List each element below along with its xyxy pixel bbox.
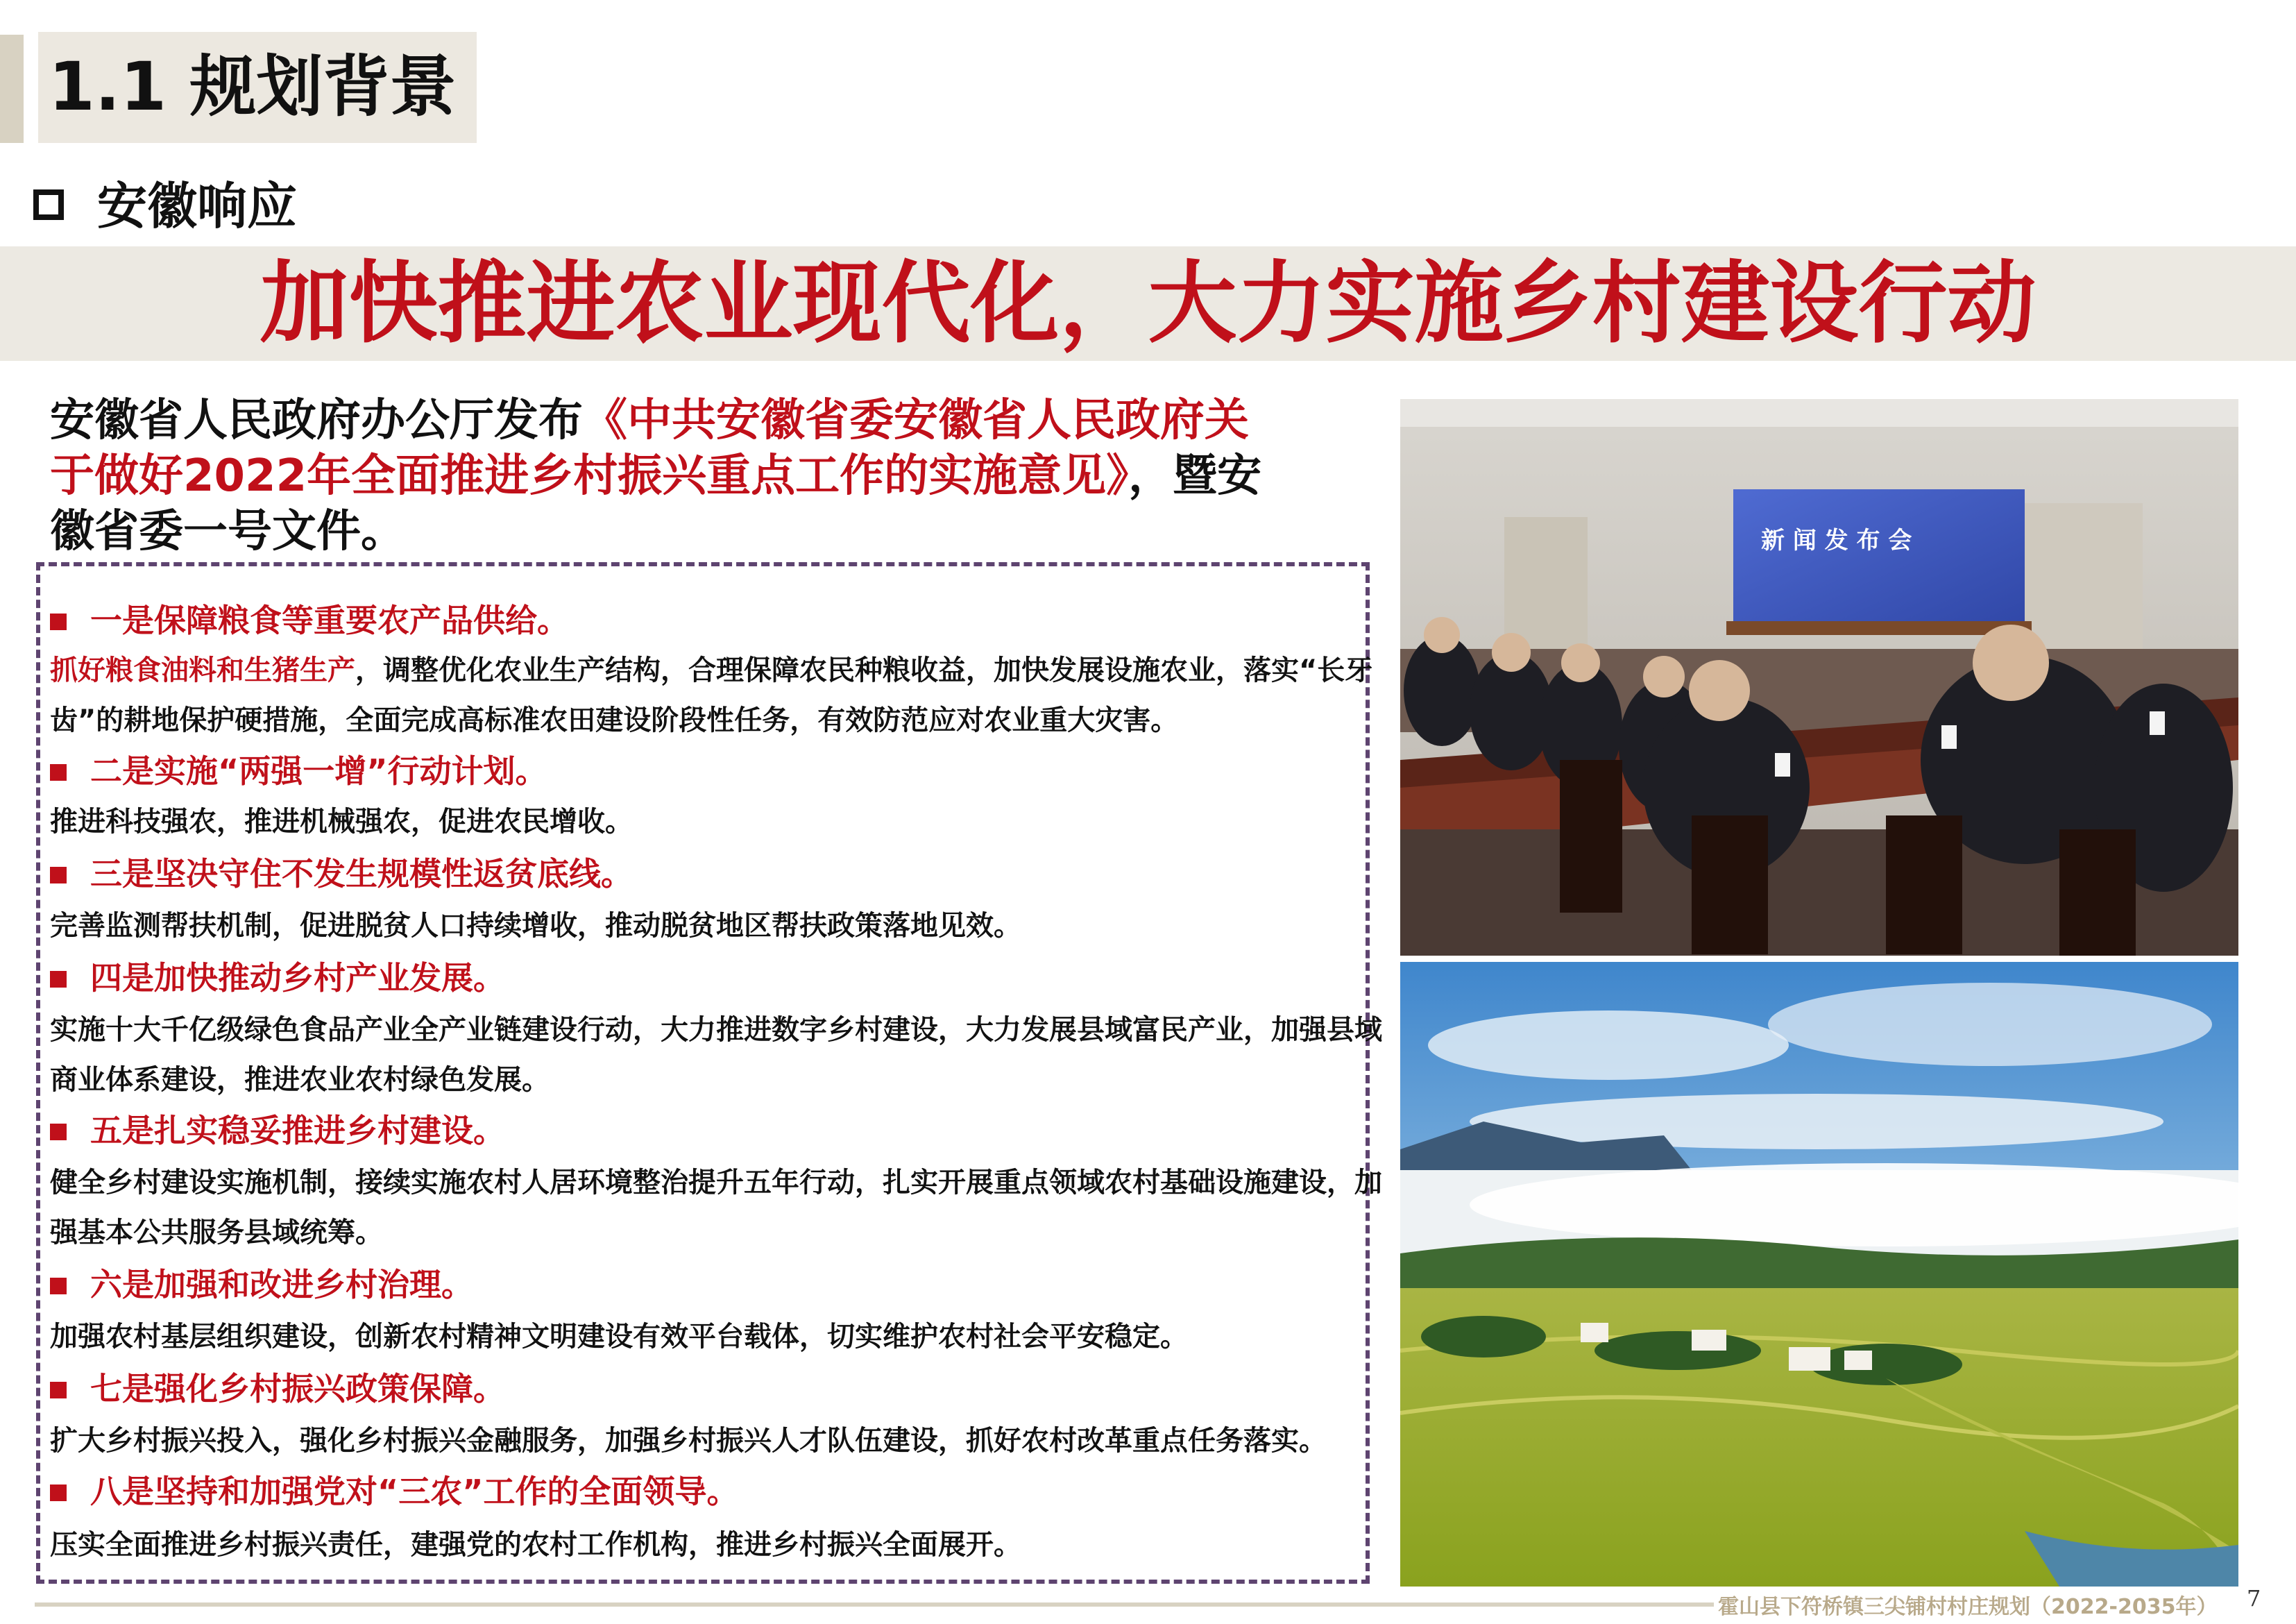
list-item-body: 抓好粮食油料和生猪生产，调整优化农业生产结构，合理保障农民种粮收益，加快发展设施农业，落实“长牙 — [50, 654, 1373, 686]
intro-text: 安徽省人民政府办公厅发布 — [50, 395, 583, 446]
bullet-square-icon — [50, 971, 67, 988]
list-item-body: 加强农村基层组织建设，创新农村精神文明建设有效平台载体，切实维护农村社会平安稳定。 — [50, 1321, 1188, 1353]
list-item-body: 齿”的耕地保护硬措施，全面完成高标准农田建设阶段性任务，有效防范应对农业重大灾害。 — [50, 704, 1179, 736]
list-item-heading: 八是坚持和加强党对“三农”工作的全面领导。 — [50, 1466, 738, 1516]
list-item-body: 推进科技强农，推进机械强农，促进农民增收。 — [50, 806, 633, 838]
bullet-square-icon — [50, 1382, 67, 1398]
intro-text: ，暨安 — [1128, 450, 1262, 502]
backdrop-banner-text: 新 闻 发 布 会 — [1761, 527, 1912, 555]
list-item-body: 商业体系建设，推进农业农村绿色发展。 — [50, 1064, 550, 1096]
page-number: 7 — [2247, 1585, 2261, 1612]
list-item-heading: 三是坚决守住不发生规模性返贫底线。 — [50, 849, 633, 899]
list-item-heading: 二是实施“两强一增”行动计划。 — [50, 746, 547, 796]
list-item-body: 强基本公共服务县域统筹。 — [50, 1217, 383, 1249]
bullet-square-icon — [50, 867, 67, 883]
list-item-body: 健全乡村建设实施机制，接续实施农村人居环境整治提升五年行动，扎实开展重点领域农村基础设施建设，加 — [50, 1167, 1382, 1199]
banner — [0, 246, 2296, 361]
list-item-body: 压实全面推进乡村振兴责任，建强党的农村工作机构，推进乡村振兴全面展开。 — [50, 1529, 1021, 1561]
banner-text: 加快推进农业现代化，大力实施乡村建设行动 — [260, 251, 2036, 355]
footer-rule — [35, 1602, 1714, 1607]
footer-project-title: 霍山县下符桥镇三尖铺村村庄规划（2022-2035年） — [1718, 1595, 2218, 1619]
list-item-heading: 六是加强和改进乡村治理。 — [50, 1260, 473, 1310]
intro-paragraph — [50, 393, 1354, 559]
list-item-body: 扩大乡村振兴投入，强化乡村振兴金融服务，加强乡村振兴人才队伍建设，抓好农村改革重点任务落实。 — [50, 1425, 1327, 1457]
page-title: 1.1 规划背景 — [49, 48, 457, 126]
intro-document-title-cont: 于做好2022年全面推进乡村振兴重点工作的实施意见》 — [50, 450, 1129, 502]
list-item-heading: 四是加快推动乡村产业发展。 — [50, 953, 505, 1003]
section-heading: 安徽响应 — [97, 177, 298, 235]
list-item-heading: 五是扎实稳妥推进乡村建设。 — [50, 1106, 505, 1156]
list-item-body: 实施十大千亿级绿色食品产业全产业链建设行动，大力推进数字乡村建设，大力发展县域富民产业，加强县域 — [50, 1014, 1382, 1046]
list-item-body: 完善监测帮扶机制，促进脱贫人口持续增收，推动脱贫地区帮扶政策落地见效。 — [50, 910, 1021, 942]
section-checkbox-icon — [33, 189, 64, 220]
list-item-heading: 七是强化乡村振兴政策保障。 — [50, 1364, 505, 1414]
rural-landscape-photo — [1400, 962, 2238, 1587]
bullet-square-icon — [50, 764, 67, 781]
bullet-square-icon — [50, 1278, 67, 1294]
list-item-heading: 一是保障粮食等重要农产品供给。 — [50, 595, 569, 645]
title-accent-bar — [0, 35, 24, 143]
bullet-square-icon — [50, 1485, 67, 1501]
intro-text: 徽省委一号文件。 — [50, 506, 405, 557]
press-conference-photo — [1400, 399, 2238, 956]
bullet-square-icon — [50, 1124, 67, 1140]
intro-document-title: 《中共安徽省委安徽省人民政府关 — [583, 395, 1249, 446]
bullet-square-icon — [50, 614, 67, 630]
